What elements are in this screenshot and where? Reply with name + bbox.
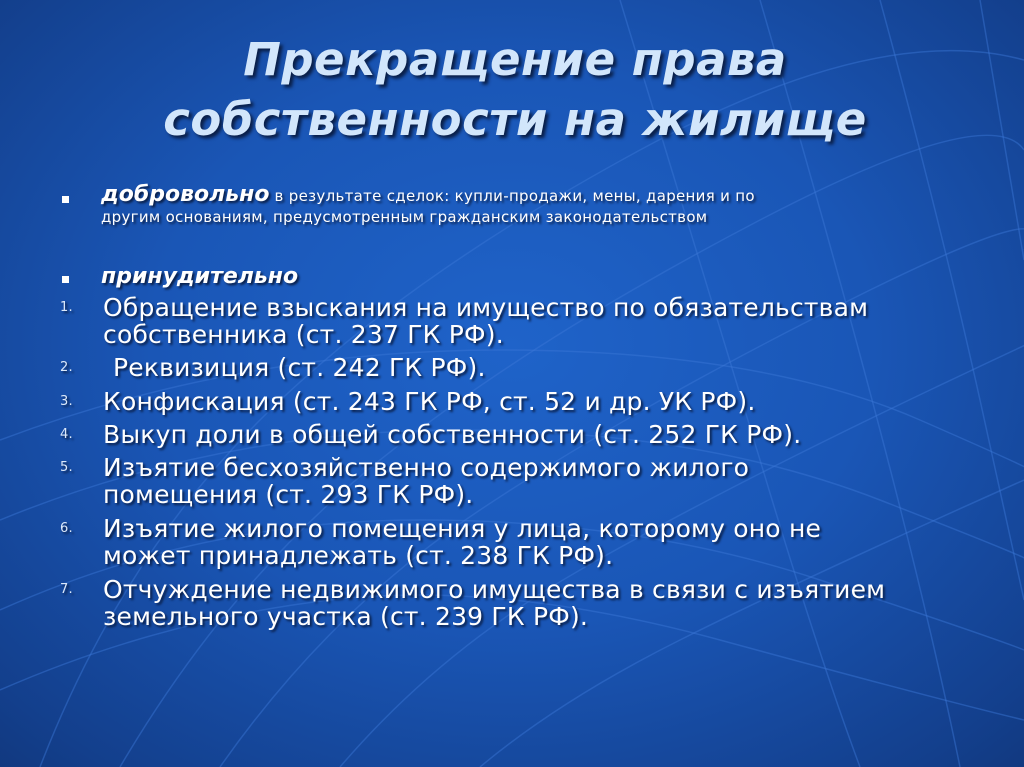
item-number: 1.: [60, 300, 73, 315]
item-text: Отчуждение недвижимого имущества в связи с изъятием: [103, 575, 886, 604]
bullet-lead: принудительно: [101, 264, 299, 289]
item-number: 2.: [60, 360, 73, 375]
item-text: Конфискация (ст. 243 ГК РФ, ст. 52 и др. УК РФ).: [103, 387, 756, 416]
list-item: [58, 388, 978, 415]
square-bullet-icon: [62, 276, 69, 283]
item-number: 7.: [60, 582, 73, 597]
list-item: [58, 454, 978, 508]
item-text-continued: может принадлежать (ст. 238 ГК РФ).: [103, 541, 614, 570]
bullet-voluntary: [58, 182, 978, 227]
bullet-forced: [58, 264, 978, 290]
square-bullet-icon: [62, 196, 69, 203]
bullet-text-continued: другим основаниям, предусмотренным гражданским законодательством: [101, 208, 708, 226]
list-item: [58, 354, 978, 381]
item-number: 4.: [60, 427, 73, 442]
item-number: 3.: [60, 394, 73, 409]
bullet-lead: добровольно: [101, 182, 270, 207]
item-text: Обращение взыскания на имущество по обязательствам: [103, 293, 869, 322]
slide-title: [60, 30, 970, 150]
list-item: [58, 294, 978, 348]
item-text: Реквизиция (ст. 242 ГК РФ).: [113, 353, 486, 382]
slide-content: [58, 182, 978, 630]
item-number: 6.: [60, 521, 73, 536]
item-text: Выкуп доли в общей собственности (ст. 252 ГК РФ).: [103, 420, 802, 449]
bullet-text: в результате сделок: купли-продажи, мены, дарения и по: [269, 187, 755, 205]
item-text: Изъятие бесхозяйственно содержимого жилого: [103, 453, 750, 482]
list-item: [58, 576, 978, 630]
title-line-1: Прекращение права: [243, 33, 787, 86]
item-text-continued: собственника (ст. 237 ГК РФ).: [103, 320, 504, 349]
item-text-continued: помещения (ст. 293 ГК РФ).: [103, 480, 474, 509]
item-text: Изъятие жилого помещения у лица, которому оно не: [103, 514, 822, 543]
list-item: [58, 515, 978, 569]
list-item: [58, 421, 978, 448]
item-text-continued: земельного участка (ст. 239 ГК РФ).: [103, 602, 589, 631]
title-line-2: собственности на жилище: [163, 93, 867, 146]
item-number: 5.: [60, 460, 73, 475]
